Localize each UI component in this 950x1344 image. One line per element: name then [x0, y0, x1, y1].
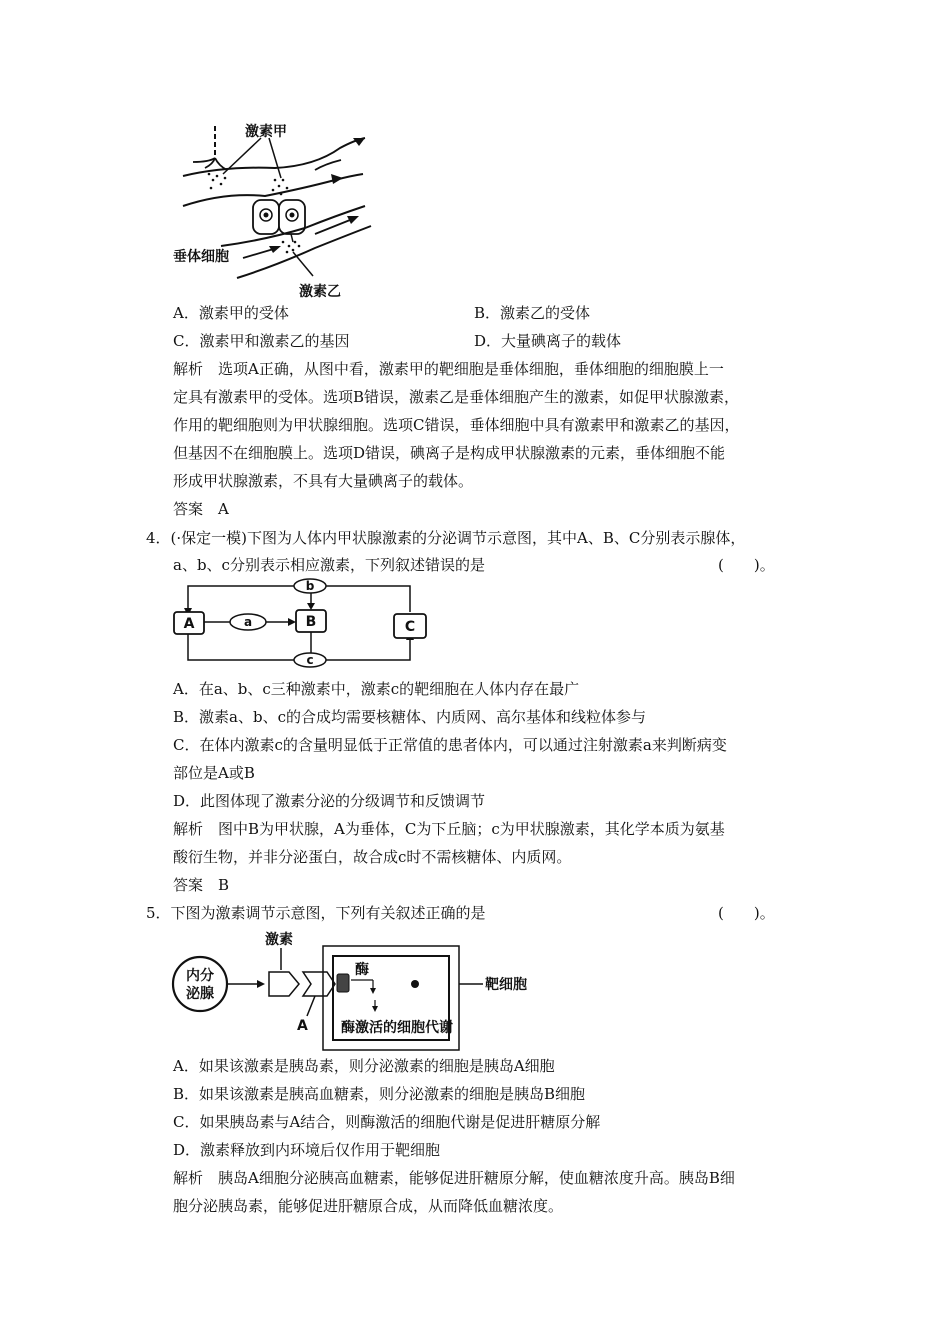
hormone-shape	[269, 972, 299, 996]
hormone-jia-dots	[208, 173, 289, 196]
q4-figure	[170, 578, 440, 670]
hormone-a-label: a	[243, 615, 253, 629]
q4-option-d: D．此图体现了激素分泌的分级调节和反馈调节	[173, 792, 486, 810]
q4-answer: 答案 B	[173, 876, 230, 894]
q4-answer-bracket: ( )。	[718, 556, 775, 574]
q3-option-b: B．激素乙的受体	[474, 304, 591, 322]
q4-stem: a、b、c分别表示相应激素，下列叙述错误的是	[173, 556, 485, 574]
q4-option-c-cont: 部位是A或B	[173, 764, 255, 782]
q4-option-c: C．在体内激素c的含量明显低于正常值的患者体内，可以通过注射激素a来判断病变	[173, 736, 727, 754]
label-hormone-jia: 激素甲	[245, 124, 287, 140]
hormone-label: 激素	[265, 932, 293, 948]
q4-analysis-line: 酸衍生物，并非分泌蛋白，故合成c时不需核糖体、内质网。	[173, 848, 572, 866]
hormone-yi-dots	[282, 241, 301, 254]
label-hormone-yi: 激素乙	[299, 284, 341, 300]
q5-figure	[165, 924, 545, 1054]
hormone-c-label: c	[306, 653, 314, 667]
metabolism-label: 酶激活的细胞代谢	[341, 1020, 453, 1036]
q3-analysis-line: 解析 选项A正确，从图中看，激素甲的靶细胞是垂体细胞，垂体细胞的细胞膜上一	[173, 360, 724, 378]
enzyme-block	[337, 974, 349, 992]
upper-vessel-branch	[315, 160, 341, 170]
q3-figure	[165, 118, 380, 303]
q3-option-c: C．激素甲和激素乙的基因	[173, 332, 350, 350]
box-C-label: C	[404, 619, 416, 635]
gland-label: 泌腺	[186, 986, 214, 1002]
enzyme-label: 酶	[355, 962, 369, 978]
nerve-terminal	[193, 158, 227, 170]
q3-analysis-line: 形成甲状腺激素，不具有大量碘离子的载体。	[173, 472, 474, 490]
q4-analysis-line: 解析 图中B为甲状腺，A为垂体，C为下丘脑；c为甲状腺激素，其化学本质为氨基	[173, 820, 725, 838]
q5-option-a: A．如果该激素是胰岛素，则分泌激素的细胞是胰岛A细胞	[173, 1057, 555, 1075]
q3-option-a: A．激素甲的受体	[173, 304, 289, 322]
q3-analysis-line: 定具有激素甲的受体。选项B错误，激素乙是垂体细胞产生的激素，如促甲状腺激素，	[173, 388, 740, 406]
endocrine-gland	[173, 957, 227, 1011]
gland-label: 内分	[186, 968, 214, 984]
q5-stem: 5．下图为激素调节示意图，下列有关叙述正确的是	[146, 904, 486, 922]
target-cell-label: 靶细胞	[485, 977, 527, 993]
q3-analysis-line: 但基因不在细胞膜上。选项D错误，碘离子是构成甲状腺激素的元素，垂体细胞不能	[173, 444, 726, 462]
label-pituitary-cell: 垂体细胞	[173, 249, 229, 265]
q3-analysis-line: 作用的靶细胞则为甲状腺细胞。选项C错误，垂体细胞中具有激素甲和激素乙的基因，	[173, 416, 740, 434]
arrow-head	[331, 174, 343, 184]
receptor-A	[303, 972, 335, 996]
q5-option-c: C．如果胰岛素与A结合，则酶激活的细胞代谢是促进肝糖原分解	[173, 1113, 601, 1131]
q4-option-b: B．激素a、b、c的合成均需要核糖体、内质网、高尔基体和线粒体参与	[173, 708, 646, 726]
q5-analysis-line: 解析 胰岛A细胞分泌胰高血糖素，能够促进肝糖原分解，使血糖浓度升高。胰岛B细	[173, 1169, 735, 1187]
box-A-label: A	[183, 616, 195, 632]
q3-option-d: D．大量碘离子的载体	[474, 332, 622, 350]
q3-answer: 答案 A	[173, 500, 229, 518]
q5-option-d: D．激素释放到内环境后仅作用于靶细胞	[173, 1141, 441, 1159]
nucleus-dot	[411, 980, 419, 988]
q5-option-b: B．如果该激素是胰高血糖素，则分泌激素的细胞是胰岛B细胞	[173, 1085, 586, 1103]
q4-option-a: A．在a、b、c三种激素中，激素c的靶细胞在人体内存在最广	[173, 680, 580, 698]
q4-stem: 4．(·保定一模)下图为人体内甲状腺激素的分泌调节示意图，其中A、B、C分别表示腺体，	[146, 529, 746, 547]
q5-analysis-line: 胞分泌胰岛素，能够促进肝糖原合成，从而降低血糖浓度。	[173, 1197, 564, 1215]
receptor-label: A	[297, 1018, 308, 1034]
hormone-b-label: b	[305, 579, 315, 593]
box-B-label: B	[305, 614, 317, 630]
q5-answer-bracket: ( )。	[718, 904, 775, 922]
